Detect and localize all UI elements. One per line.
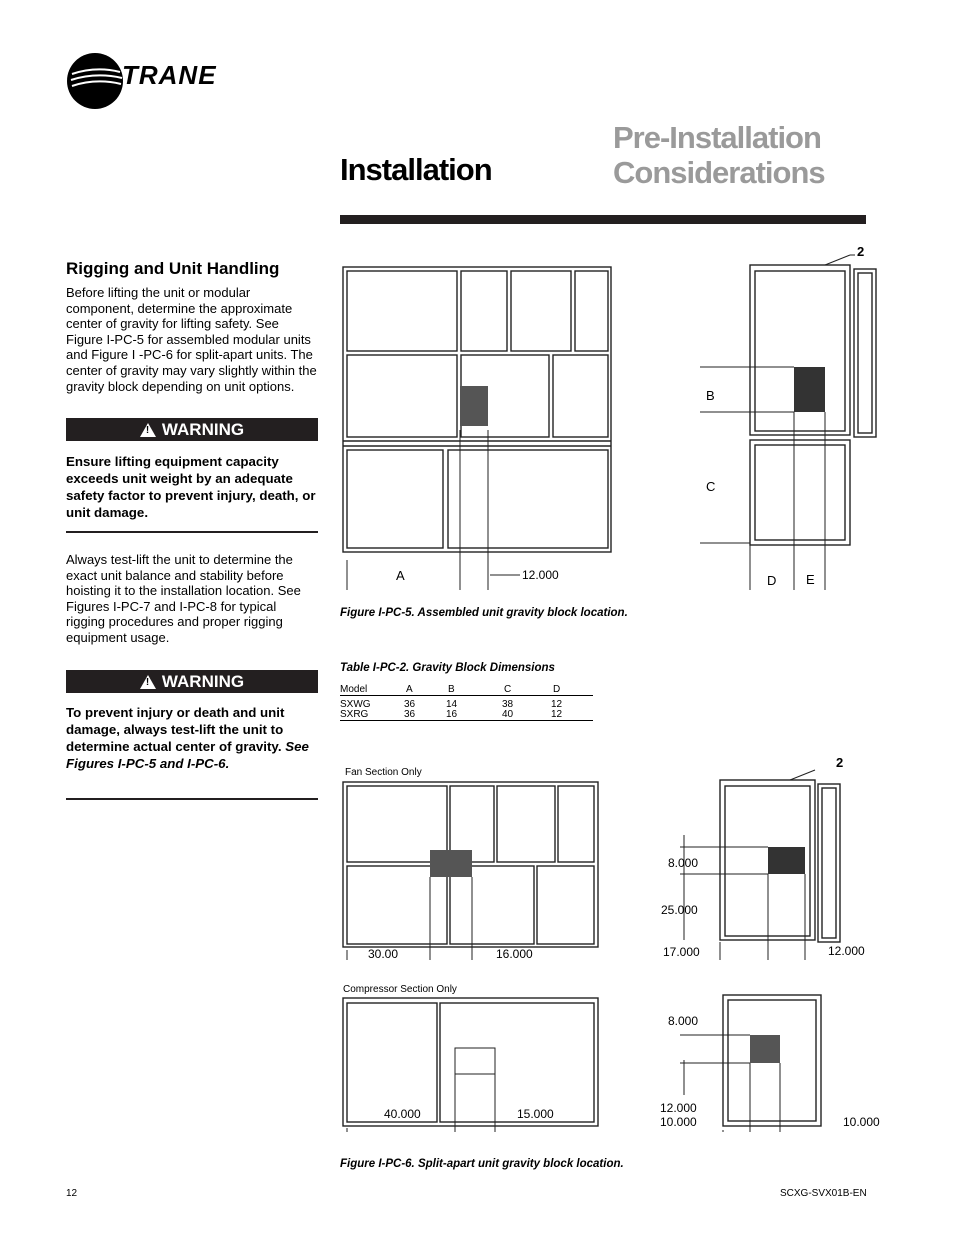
- fig6-caption: Figure I-PC-6. Split-apart unit gravity block location.: [340, 1158, 624, 1170]
- fig5-label-d: D: [767, 573, 777, 588]
- brand-name: TRANE: [122, 60, 217, 90]
- table-cell: 40: [502, 709, 514, 720]
- warning-label: WARNING: [161, 671, 245, 691]
- comp-dim-left: 40.000: [384, 1107, 421, 1121]
- warning-triangle-icon: [140, 675, 156, 689]
- table-header-cell: Model: [340, 684, 368, 695]
- rigging-paragraph-2: Always test-lift the unit to determine the exact unit balance and stability before hoisting it to the installation location. See Figures I-PC-7 and I-PC-8 for typical rigging procedures and proper rigging equipment usage.: [66, 552, 301, 645]
- fig5-callout: 2: [857, 244, 865, 259]
- table-header-cell: A: [406, 684, 413, 695]
- gravity-block-fan: [430, 850, 472, 877]
- chapter-title-line1: Pre-Installation: [613, 120, 821, 155]
- fan-dim-right: 16.000: [496, 947, 533, 961]
- fig5-label-a-dim: 12.000: [522, 568, 559, 582]
- fan-side-dim-bottom: 17.000: [663, 945, 700, 959]
- warning-bar-2: [66, 670, 318, 693]
- warning-text-1: Ensure lifting equipment capacity exceeds unit weight by an adequate safety factor to prevent injury, death, or unit damage.: [66, 454, 316, 520]
- warning-bar-1: [66, 418, 318, 441]
- table-cell: 12: [551, 709, 563, 720]
- table-cell: 36: [404, 699, 416, 710]
- fan-callout: 2: [836, 755, 844, 770]
- warning-label: WARNING: [161, 419, 245, 439]
- warning-rule-1: [66, 531, 318, 533]
- gravity-block-fan-side: [768, 847, 805, 874]
- table-cell: 38: [502, 699, 514, 710]
- trane-circle-icon: [66, 52, 126, 110]
- table-cell: SXRG: [340, 709, 369, 720]
- rigging-heading: Rigging and Unit Handling: [66, 259, 280, 278]
- comp-side-dim-bottom2: 10.000: [660, 1115, 697, 1129]
- fan-side-dim-mid: 25.000: [661, 903, 698, 917]
- table-header-cell: B: [448, 684, 455, 695]
- warning-triangle-icon: [140, 423, 156, 437]
- comp-side-dim-right: 10.000: [843, 1115, 880, 1129]
- fig5-label-e: E: [806, 572, 815, 587]
- table-header-cell: D: [553, 684, 561, 695]
- table-cell: 36: [404, 709, 416, 720]
- section-title: Installation: [340, 152, 492, 187]
- fig5-label-b: B: [706, 388, 715, 403]
- rigging-paragraph-1: Before lifting the unit or modular component, determine the approximate center of gravity for lifting safety. See Figure I-PC-5 for assembled modular units and Figure I -PC-6 for split-apart units. The center of gravity may vary slightly within the gravity block depending on unit options.: [66, 285, 317, 394]
- comp-side-dim-bottom1: 12.000: [660, 1101, 697, 1115]
- warning-rule-2: [66, 798, 318, 800]
- comp-side-dim-top: 8.000: [668, 1014, 699, 1028]
- table-header-row: [340, 684, 593, 696]
- fan-side-dim-right: 12.000: [828, 944, 865, 958]
- gravity-block-compressor-side: [750, 1035, 780, 1063]
- figure-pc6-drawing: [340, 760, 900, 1140]
- gravity-block-side: [794, 367, 825, 412]
- fan-side-dim-top: 8.000: [668, 856, 699, 870]
- fan-dim-left: 30.00: [368, 947, 399, 961]
- page-number: 12: [66, 1188, 78, 1199]
- chapter-title-line2: Considerations: [613, 155, 825, 190]
- header-rule: [340, 215, 866, 224]
- doc-code: SCXG-SVX01B-EN: [780, 1188, 867, 1199]
- gravity-table: [340, 684, 593, 721]
- compressor-section-label: Compressor Section Only: [343, 984, 457, 995]
- table-cell: 16: [446, 709, 458, 720]
- table-header-cell: C: [504, 684, 512, 695]
- table-cell: 14: [446, 699, 458, 710]
- fig5-caption: Figure I-PC-5. Assembled unit gravity block location.: [340, 607, 628, 619]
- table-row: [340, 709, 593, 721]
- table-caption: Table I-PC-2. Gravity Block Dimensions: [340, 662, 555, 674]
- table-row: [340, 699, 593, 709]
- gravity-block-front: [460, 386, 488, 426]
- gravity-block-compressor: [455, 1048, 495, 1074]
- fig5-label-a: A: [396, 568, 405, 583]
- table-cell: 12: [551, 699, 563, 710]
- table-cell: SXWG: [340, 699, 371, 710]
- chapter-title: [613, 120, 825, 190]
- warning-text-2-ref: See Figures I-PC-5 and I-PC-6.: [66, 739, 309, 771]
- fan-section-label: Fan Section Only: [345, 767, 422, 778]
- warning-text-2: [66, 704, 318, 772]
- comp-dim-right: 15.000: [517, 1107, 554, 1121]
- warning-text-2-main: To prevent injury or death and unit damage, always test-lift the unit to determine actual center of gravity.: [66, 705, 285, 754]
- fig5-label-c: C: [706, 479, 716, 494]
- figure-pc5-drawing: [340, 245, 900, 615]
